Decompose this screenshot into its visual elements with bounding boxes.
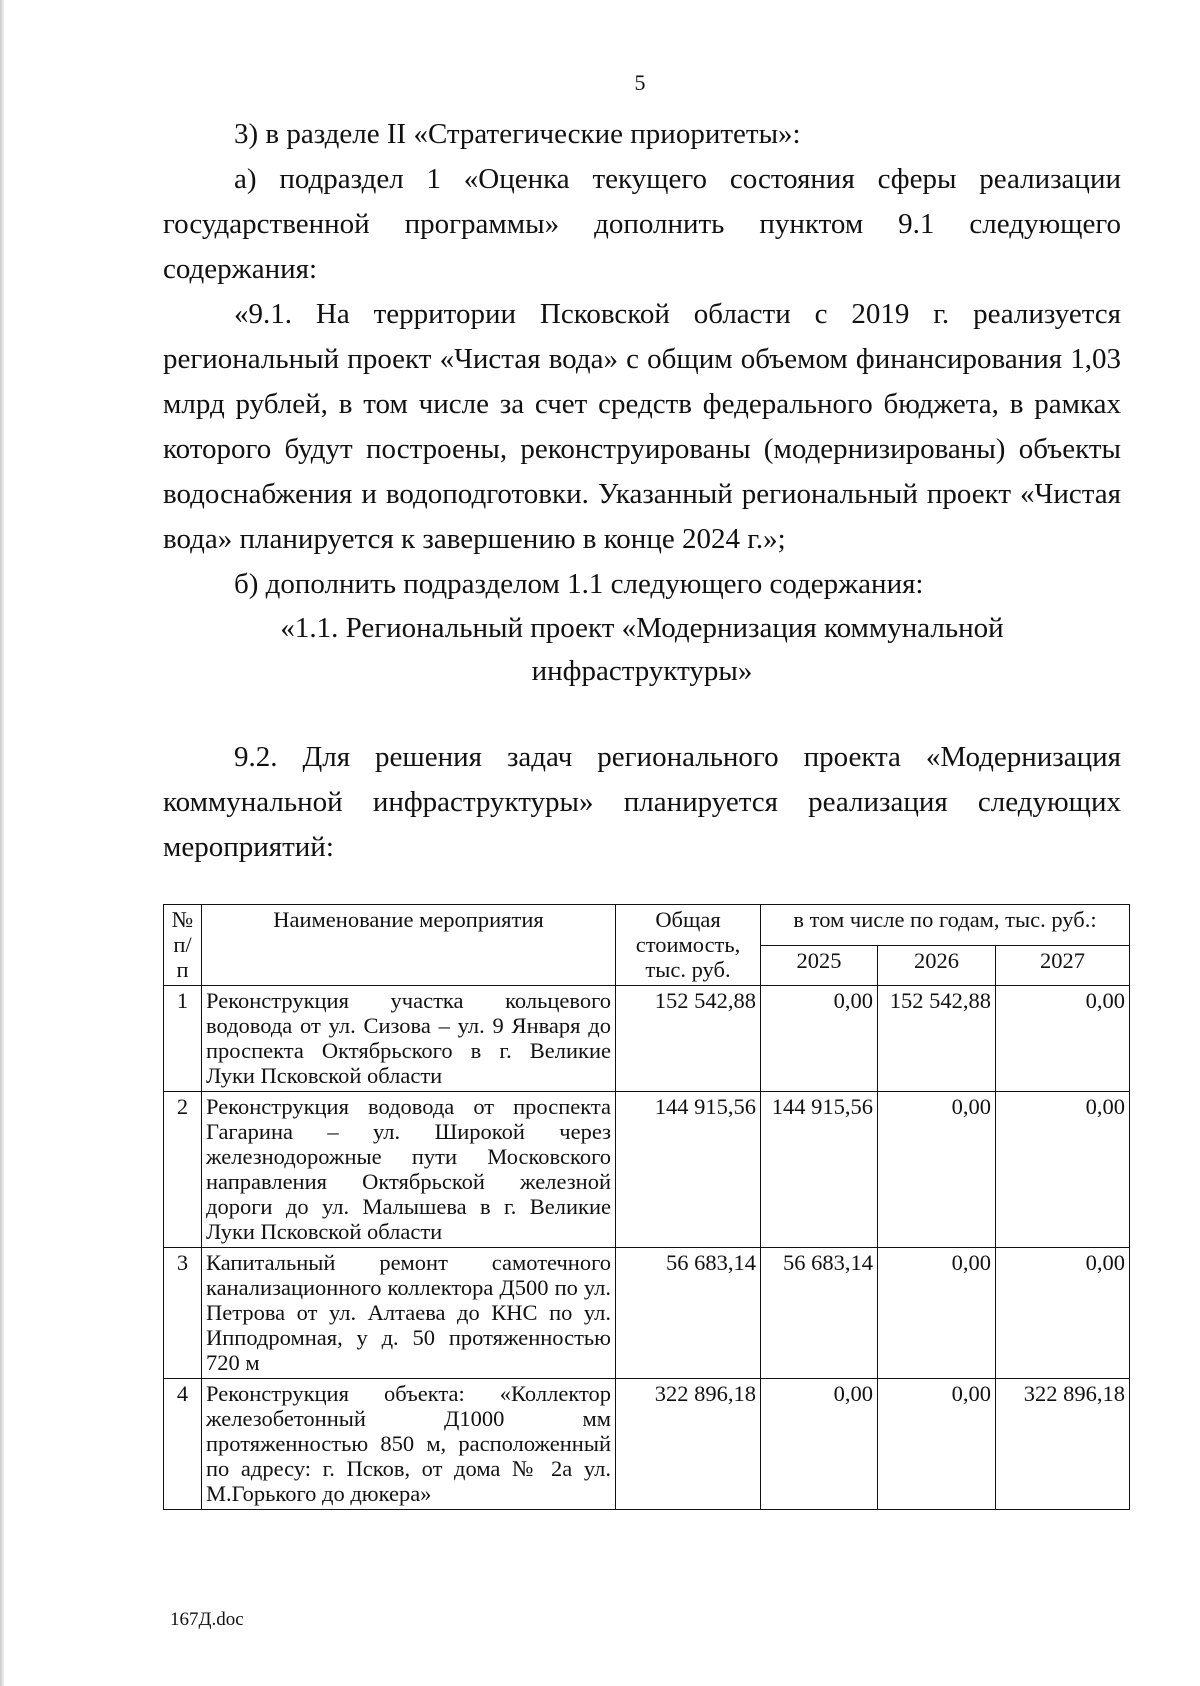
cell-name: Капитальный ремонт самотечного канализационного коллектора Д500 по ул. Петрова от ул. Алтаева до КНС по ул. Ипподромная, у д. 50 протяженностью 720 м xyxy=(202,1248,616,1379)
table-row xyxy=(164,1379,1130,1510)
paragraph-subsection-b: б) дополнить подразделом 1.1 следующего содержания: xyxy=(234,568,924,600)
header-year-2027: 2027 xyxy=(996,945,1130,986)
cell-2025: 144 915,56 xyxy=(761,1092,878,1248)
cell-2027: 0,00 xyxy=(996,1248,1130,1379)
subsection-heading: «1.1. Региональный проект «Модернизация коммунальной инфраструктуры» xyxy=(280,612,1004,687)
header-num: № п/п xyxy=(164,905,202,986)
cell-2026: 0,00 xyxy=(878,1092,996,1248)
cell-2026: 152 542,88 xyxy=(878,986,996,1092)
header-year-2025: 2025 xyxy=(761,945,878,986)
table-row xyxy=(164,1092,1130,1248)
cell-num: 1 xyxy=(164,986,202,1092)
measures-table xyxy=(163,904,1130,1510)
document-body xyxy=(163,112,1121,870)
cell-name: Реконструкция водовода от проспекта Гагарина – ул. Широкой через железнодорожные пути Московского направления Октябрьской железной дороги до ул. Малышева в г. Великие Луки Псковской области xyxy=(202,1092,616,1248)
table-row xyxy=(164,1248,1130,1379)
cell-2025: 0,00 xyxy=(761,986,878,1092)
header-total: Общая стоимость, тыс. руб. xyxy=(616,905,761,986)
paragraph-subsection-a: а) подраздел 1 «Оценка текущего состояния сферы реализации государственной программы» дополнить пунктом 9.1 следующего содержания: xyxy=(163,163,1121,285)
cell-2027: 322 896,18 xyxy=(996,1379,1130,1510)
cell-name: Реконструкция объекта: «Коллектор железобетонный Д1000 мм протяженностью 850 м, расположенный по адресу: г. Псков, от дома № 2а ул. М.Горького до дюкера» xyxy=(202,1379,616,1510)
cell-num: 3 xyxy=(164,1248,202,1379)
cell-total: 152 542,88 xyxy=(616,986,761,1092)
cell-num: 2 xyxy=(164,1092,202,1248)
cell-2027: 0,00 xyxy=(996,1092,1130,1248)
cell-2027: 0,00 xyxy=(996,986,1130,1092)
paragraph-item-9-2: 9.2. Для решения задач регионального проекта «Модернизация коммунальной инфраструктуры» планируется реализация следующих мероприятий: xyxy=(163,741,1121,863)
footer-filename: 167Д.doc xyxy=(170,1609,244,1630)
cell-num: 4 xyxy=(164,1379,202,1510)
table-row xyxy=(164,986,1130,1092)
cell-2026: 0,00 xyxy=(878,1248,996,1379)
scan-edge xyxy=(0,0,4,1686)
cell-2025: 0,00 xyxy=(761,1379,878,1510)
cell-name: Реконструкция участка кольцевого водовода от ул. Сизова – ул. 9 Января до проспекта Октябрьского в г. Великие Луки Псковской области xyxy=(202,986,616,1092)
header-year-2026: 2026 xyxy=(878,945,996,986)
page-number: 5 xyxy=(634,70,646,95)
paragraph-item-9-1: «9.1. На территории Псковской области с 2019 г. реализуется региональный проект «Чистая вода» с общим объемом финансирования 1,03 млрд рублей, в том числе за счет средств федерального бюджета, в рамках которого будут построены, реконструированы (модернизированы) объекты водоснабжения и водоподготовки. Указанный региональный проект «Чистая вода» планируется к завершению в конце 2024 г.»; xyxy=(163,298,1121,555)
table-header-row xyxy=(164,905,1130,946)
cell-total: 322 896,18 xyxy=(616,1379,761,1510)
cell-total: 144 915,56 xyxy=(616,1092,761,1248)
paragraph-section-2: 3) в разделе II «Стратегические приоритеты»: xyxy=(234,118,801,150)
cell-2025: 56 683,14 xyxy=(761,1248,878,1379)
spacer xyxy=(163,693,1121,735)
header-name: Наименование мероприятия xyxy=(202,905,616,986)
cell-2026: 0,00 xyxy=(878,1379,996,1510)
header-by-years: в том числе по годам, тыс. руб.: xyxy=(761,905,1130,946)
cell-total: 56 683,14 xyxy=(616,1248,761,1379)
